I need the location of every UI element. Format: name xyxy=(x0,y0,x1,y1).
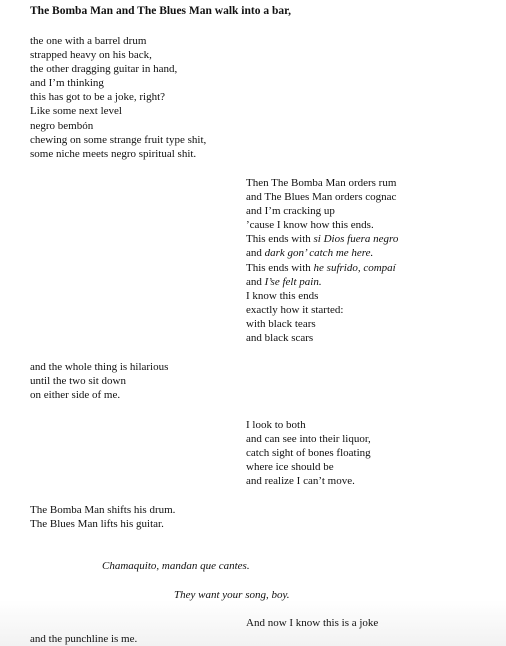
poem-line: catch sight of bones floating xyxy=(246,447,371,460)
poem-line: and I’m cracking up xyxy=(246,205,335,218)
poem-line xyxy=(246,232,398,246)
line-text: This ends with xyxy=(246,233,314,246)
stanza-3 xyxy=(30,360,168,402)
poem-line: and the whole thing is hilarious xyxy=(30,361,169,373)
poem-line: and can see into their liquor, xyxy=(246,433,371,446)
poem-line-and-now: And now I know this is a joke xyxy=(246,617,379,629)
poem-line: with black tears xyxy=(246,317,316,330)
poem-line: The Blues Man lifts his guitar. xyxy=(30,518,164,531)
poem-line: exactly how it started: xyxy=(246,303,344,316)
italic-phrase: dark gon’ catch me here. xyxy=(264,247,374,260)
poem-line: and realize I can’t move. xyxy=(246,475,355,488)
poem-line: some niche meets negro spiritual shit. xyxy=(30,147,197,160)
poem-line: I look to both xyxy=(246,419,306,431)
italic-line-they-want: They want your song, boy. xyxy=(174,589,290,601)
poem-line: and I’m thinking xyxy=(30,77,104,90)
line-text: and xyxy=(246,247,265,260)
poem-line: the other dragging guitar in hand, xyxy=(30,63,178,76)
line-text: This ends with xyxy=(246,261,314,274)
poem-line xyxy=(246,246,398,260)
poem-line: negro bembón xyxy=(30,119,94,132)
poem-line: this has got to be a joke, right? xyxy=(30,91,166,104)
poem-line-punchline: and the punchline is me. xyxy=(30,633,138,645)
poem-title: The Bomba Man and The Blues Man walk into a bar, xyxy=(30,5,292,17)
poem-line: and black scars xyxy=(246,332,314,345)
stanza-4 xyxy=(246,418,371,488)
poem-line: strapped heavy on his back, xyxy=(30,49,152,62)
poem-line: and The Blues Man orders cognac xyxy=(246,191,397,204)
poem-line: Then The Bomba Man orders rum xyxy=(246,177,397,189)
italic-phrase: I’se felt pain. xyxy=(264,275,322,288)
italic-phrase: he sufrido, compaí xyxy=(313,261,396,274)
poem-line xyxy=(246,261,398,275)
poem-line: The Bomba Man shifts his drum. xyxy=(30,504,176,516)
poem-line: on either side of me. xyxy=(30,389,121,402)
italic-line-chamaquito: Chamaquito, mandan que cantes. xyxy=(102,560,250,572)
poem-line: where ice should be xyxy=(246,461,334,474)
poem-line: chewing on some strange fruit type shit, xyxy=(30,133,207,146)
poem-line: until the two sit down xyxy=(30,375,126,388)
poem-line: ’cause I know how this ends. xyxy=(246,219,374,232)
line-text: and xyxy=(246,275,265,288)
poem-line: I know this ends xyxy=(246,289,319,302)
stanza-5 xyxy=(30,503,175,531)
stanza-2 xyxy=(246,176,398,345)
poem-line xyxy=(246,275,398,289)
italic-phrase: si Dios fuera negro xyxy=(313,233,399,246)
poem-line: the one with a barrel drum xyxy=(30,35,147,47)
poem-line: Like some next level xyxy=(30,105,122,118)
stanza-1 xyxy=(30,34,206,161)
